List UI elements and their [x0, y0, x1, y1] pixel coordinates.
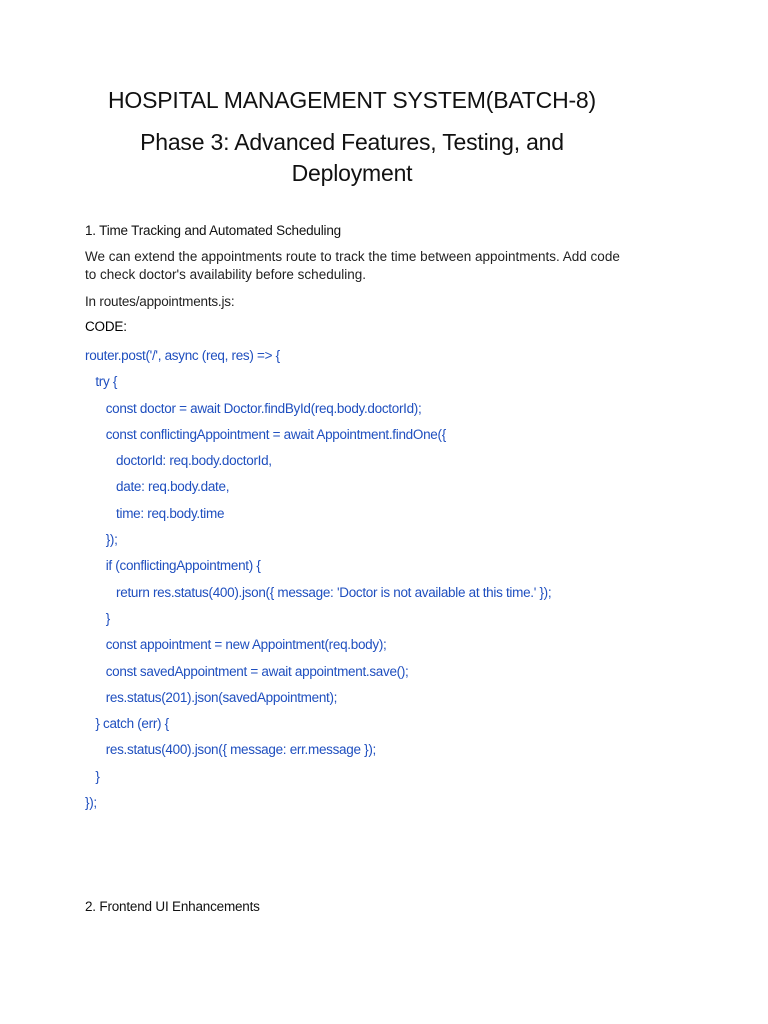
section1-heading: 1. Time Tracking and Automated Scheduling	[85, 223, 341, 238]
code-label: CODE:	[85, 319, 127, 334]
code-block	[85, 343, 551, 816]
code-line: if (conflictingAppointment) {	[85, 558, 261, 574]
code-line: time: req.body.time	[85, 505, 225, 521]
document-title: HOSPITAL MANAGEMENT SYSTEM(BATCH-8)	[108, 87, 596, 113]
code-line: });	[85, 795, 97, 811]
code-line: date: req.body.date,	[85, 479, 230, 495]
code-line: const appointment = new Appointment(req.body);	[85, 637, 387, 653]
file-reference: In routes/appointments.js:	[85, 294, 235, 309]
code-line: res.status(400).json({ message: err.message });	[85, 742, 376, 758]
code-line: return res.status(400).json({ message: 'Doctor is not available at this time.' });	[85, 584, 552, 600]
code-line: res.status(201).json(savedAppointment);	[85, 689, 338, 705]
code-line: const conflictingAppointment = await Appointment.findOne({	[85, 426, 446, 442]
section1-paragraph: We can extend the appointments route to track the time between appointments. Add code to check doctor's availability before scheduling.	[85, 249, 620, 282]
section2-heading: 2. Frontend UI Enhancements	[85, 899, 260, 914]
code-line: const doctor = await Doctor.findById(req.body.doctorId);	[85, 400, 422, 416]
code-line: }	[85, 610, 110, 626]
code-line: } catch (err) {	[85, 716, 169, 732]
code-line: router.post('/', async (req, res) => {	[85, 348, 280, 363]
code-line: });	[85, 532, 118, 548]
code-line: doctorId: req.body.doctorId,	[85, 453, 272, 469]
code-line: const savedAppointment = await appointment.save();	[85, 663, 409, 679]
document-subtitle: Phase 3: Advanced Features, Testing, and Deployment	[140, 129, 564, 186]
code-line: try {	[85, 374, 118, 390]
code-line: }	[85, 768, 100, 784]
